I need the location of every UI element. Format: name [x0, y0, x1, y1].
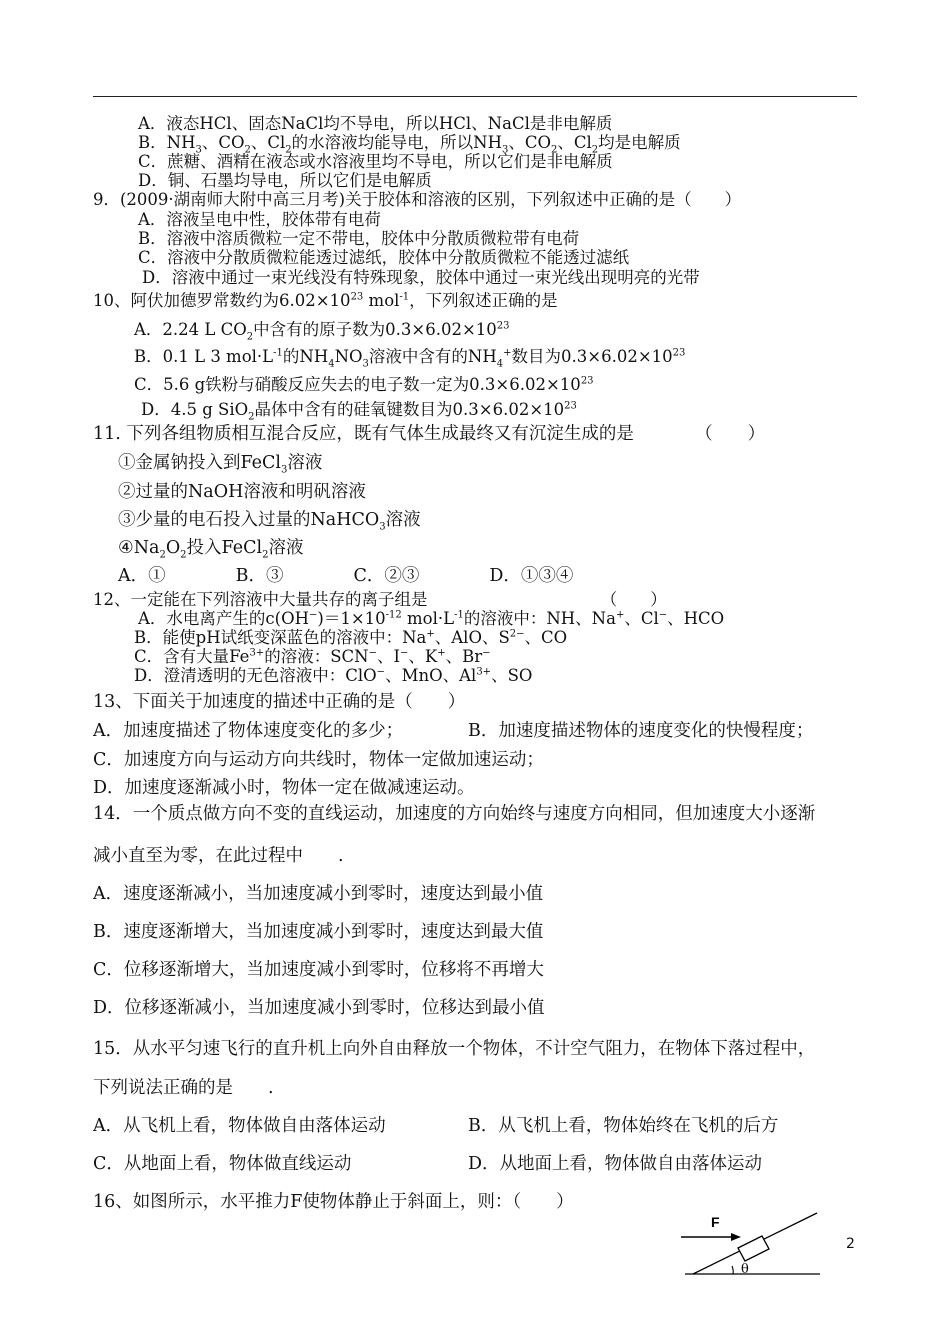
q12-option-d: D．澄清透明的无色溶液中：ClO−、MnO、$Al^{3+}$、SO: [134, 666, 533, 685]
q9-stem: 9．(2009·湖南师大附中高三月考)关于胶体和溶液的区别，下列叙述中正确的是（ ）: [93, 190, 742, 209]
angle-arc: [732, 1266, 733, 1274]
q14-stem-line1: 14．一个质点做方向不变的直线运动，加速度的方向始终与速度方向相同，但加速度大小逐渐: [93, 804, 816, 824]
q16-stem: 16、如图所示，水平推力F使物体静止于斜面上，则：（ ）: [93, 1192, 574, 1212]
q11-item-1: ①金属钠投入到FeCl$_3$溶液: [118, 453, 323, 476]
q14-option-c: C．位移逐渐增大，当加速度减小到零时，位移将不再增大: [93, 960, 544, 980]
q13-option-d: D．加速度逐渐减小时，物体一定在做减速运动。: [93, 778, 475, 798]
q13-option-a: A．加速度描述了物体速度变化的多少；: [93, 721, 404, 741]
header-rule: [93, 96, 857, 97]
q13-option-b: B．加速度描述物体的速度变化的快慢程度；: [468, 721, 814, 741]
page-number: 2: [846, 1236, 855, 1252]
q13-stem: 13、下面关于加速度的描述中正确的是（ ）: [93, 692, 466, 712]
q10-option-d: D．4.5 g SiO$_2$晶体中含有的硅氧键数目为$0.3\times 6.02\times 10^{23}$: [141, 400, 577, 423]
q13-option-c: C．加速度方向与运动方向共线时，物体一定做加速运动；: [93, 750, 544, 770]
q14-option-a: A．速度逐渐减小，当加速度减小到零时，速度达到最小值: [93, 884, 544, 904]
q9-option-b: B．溶液中溶质微粒一定不带电，胶体中分散质微粒带有电荷: [138, 229, 580, 248]
q11-item-4: $④Na_2O_2$投入FeCl$_2$溶液: [118, 538, 304, 561]
q10-option-b: B．0.1 L 3 $mol\cdot L^{-1}$的$NH_4NO_3$溶液中含有的$NH_4^+$数目为$0.3\times 6.02\times 10^{23}$: [134, 347, 686, 370]
q15-option-c: C．从地面上看，物体做直线运动: [93, 1154, 352, 1174]
q10-option-c: C．5.6 g铁粉与硝酸反应失去的电子数一定为$0.3\times 6.02\times 10^{23}$: [134, 375, 594, 394]
q15-option-d: D．从地面上看，物体做自由落体运动: [468, 1154, 763, 1174]
arrow-head: [731, 1233, 741, 1241]
q14-option-d: D．位移逐渐减小，当加速度减小到零时，位移达到最小值: [93, 998, 545, 1018]
q12-stem: 12、一定能在下列溶液中大量共存的离子组是 （ ）: [93, 590, 667, 609]
q11-stem: 11. 下列各组物质相互混合反应，既有气体生成最终又有沉淀生成的是 （ ）: [93, 424, 766, 444]
q12-option-b: B．能使pH试纸变深蓝色的溶液中：Na+、AlO、$S^{2-}$、CO: [134, 628, 568, 647]
block: [738, 1236, 769, 1261]
q15-stem-line2: 下列说法正确的是 .: [93, 1078, 274, 1098]
q10-stem: 10、阿伏加德罗常数约为$6.02\times 10^{23}$ mol$^{-1}$，下列叙述正确的是: [93, 291, 558, 310]
q8-option-d: D．铜、石墨均导电，所以它们是电解质: [138, 171, 432, 190]
q9-option-d: D．溶液中通过一束光线没有特殊现象，胶体中通过一束光线出现明亮的光带: [142, 268, 700, 287]
q14-stem-line2: 减小直至为零，在此过程中 .: [93, 846, 344, 866]
angle-label: θ: [741, 1262, 749, 1277]
q12-option-a: A．水电离产生的$c(OH^-)=1\times 10^{-12}$ $mol\cdot L^{-1}$的溶液中：NH、Na+、Cl−、HCO: [138, 609, 725, 628]
q9-option-a: A．溶液呈电中性，胶体带有电荷: [138, 210, 381, 229]
q8-option-a: A．液态HCl、固态NaCl均不导电，所以HCl、NaCl是非电解质: [138, 114, 613, 133]
force-label: F: [711, 1214, 720, 1230]
q15-option-b: B．从飞机上看，物体始终在飞机的后方: [468, 1116, 779, 1136]
q15-option-a: A．从飞机上看，物体做自由落体运动: [93, 1116, 386, 1136]
q9-option-c: C．溶液中分散质微粒能透过滤纸，胶体中分散质微粒不能透过滤纸: [138, 248, 630, 267]
q15-stem-line1: 15．从水平匀速飞行的直升机上向外自由释放一个物体，不计空气阻力，在物体下落过程中，: [93, 1039, 816, 1059]
q11-item-3: ③少量的电石投入过量的NaHCO$_3$溶液: [118, 510, 421, 533]
q8-option-c: C．蔗糖、酒精在液态或水溶液里均不导电，所以它们是非电解质: [138, 152, 613, 171]
q10-option-a: A．2.24 L $CO_2$中含有的原子数为$0.3\times 6.02\times 10^{23}$: [134, 320, 510, 343]
incline-figure: [675, 1205, 825, 1280]
q8-option-b: B．$NH_3$、$CO_2$、$Cl_2$的水溶液均能导电，所以$NH_3$、$CO_2$、$Cl_2$均是电解质: [138, 133, 681, 156]
q11-options: A．① B．③ C．②③ D．①③④: [118, 566, 574, 586]
q14-option-b: B．速度逐渐增大，当加速度减小到零时，速度达到最大值: [93, 922, 544, 942]
q11-item-2: ②过量的NaOH溶液和明矾溶液: [118, 482, 366, 502]
q12-option-c: C．含有大量$Fe^{3+}$的溶液：SCN−、I−、K+、Br−: [134, 647, 491, 666]
